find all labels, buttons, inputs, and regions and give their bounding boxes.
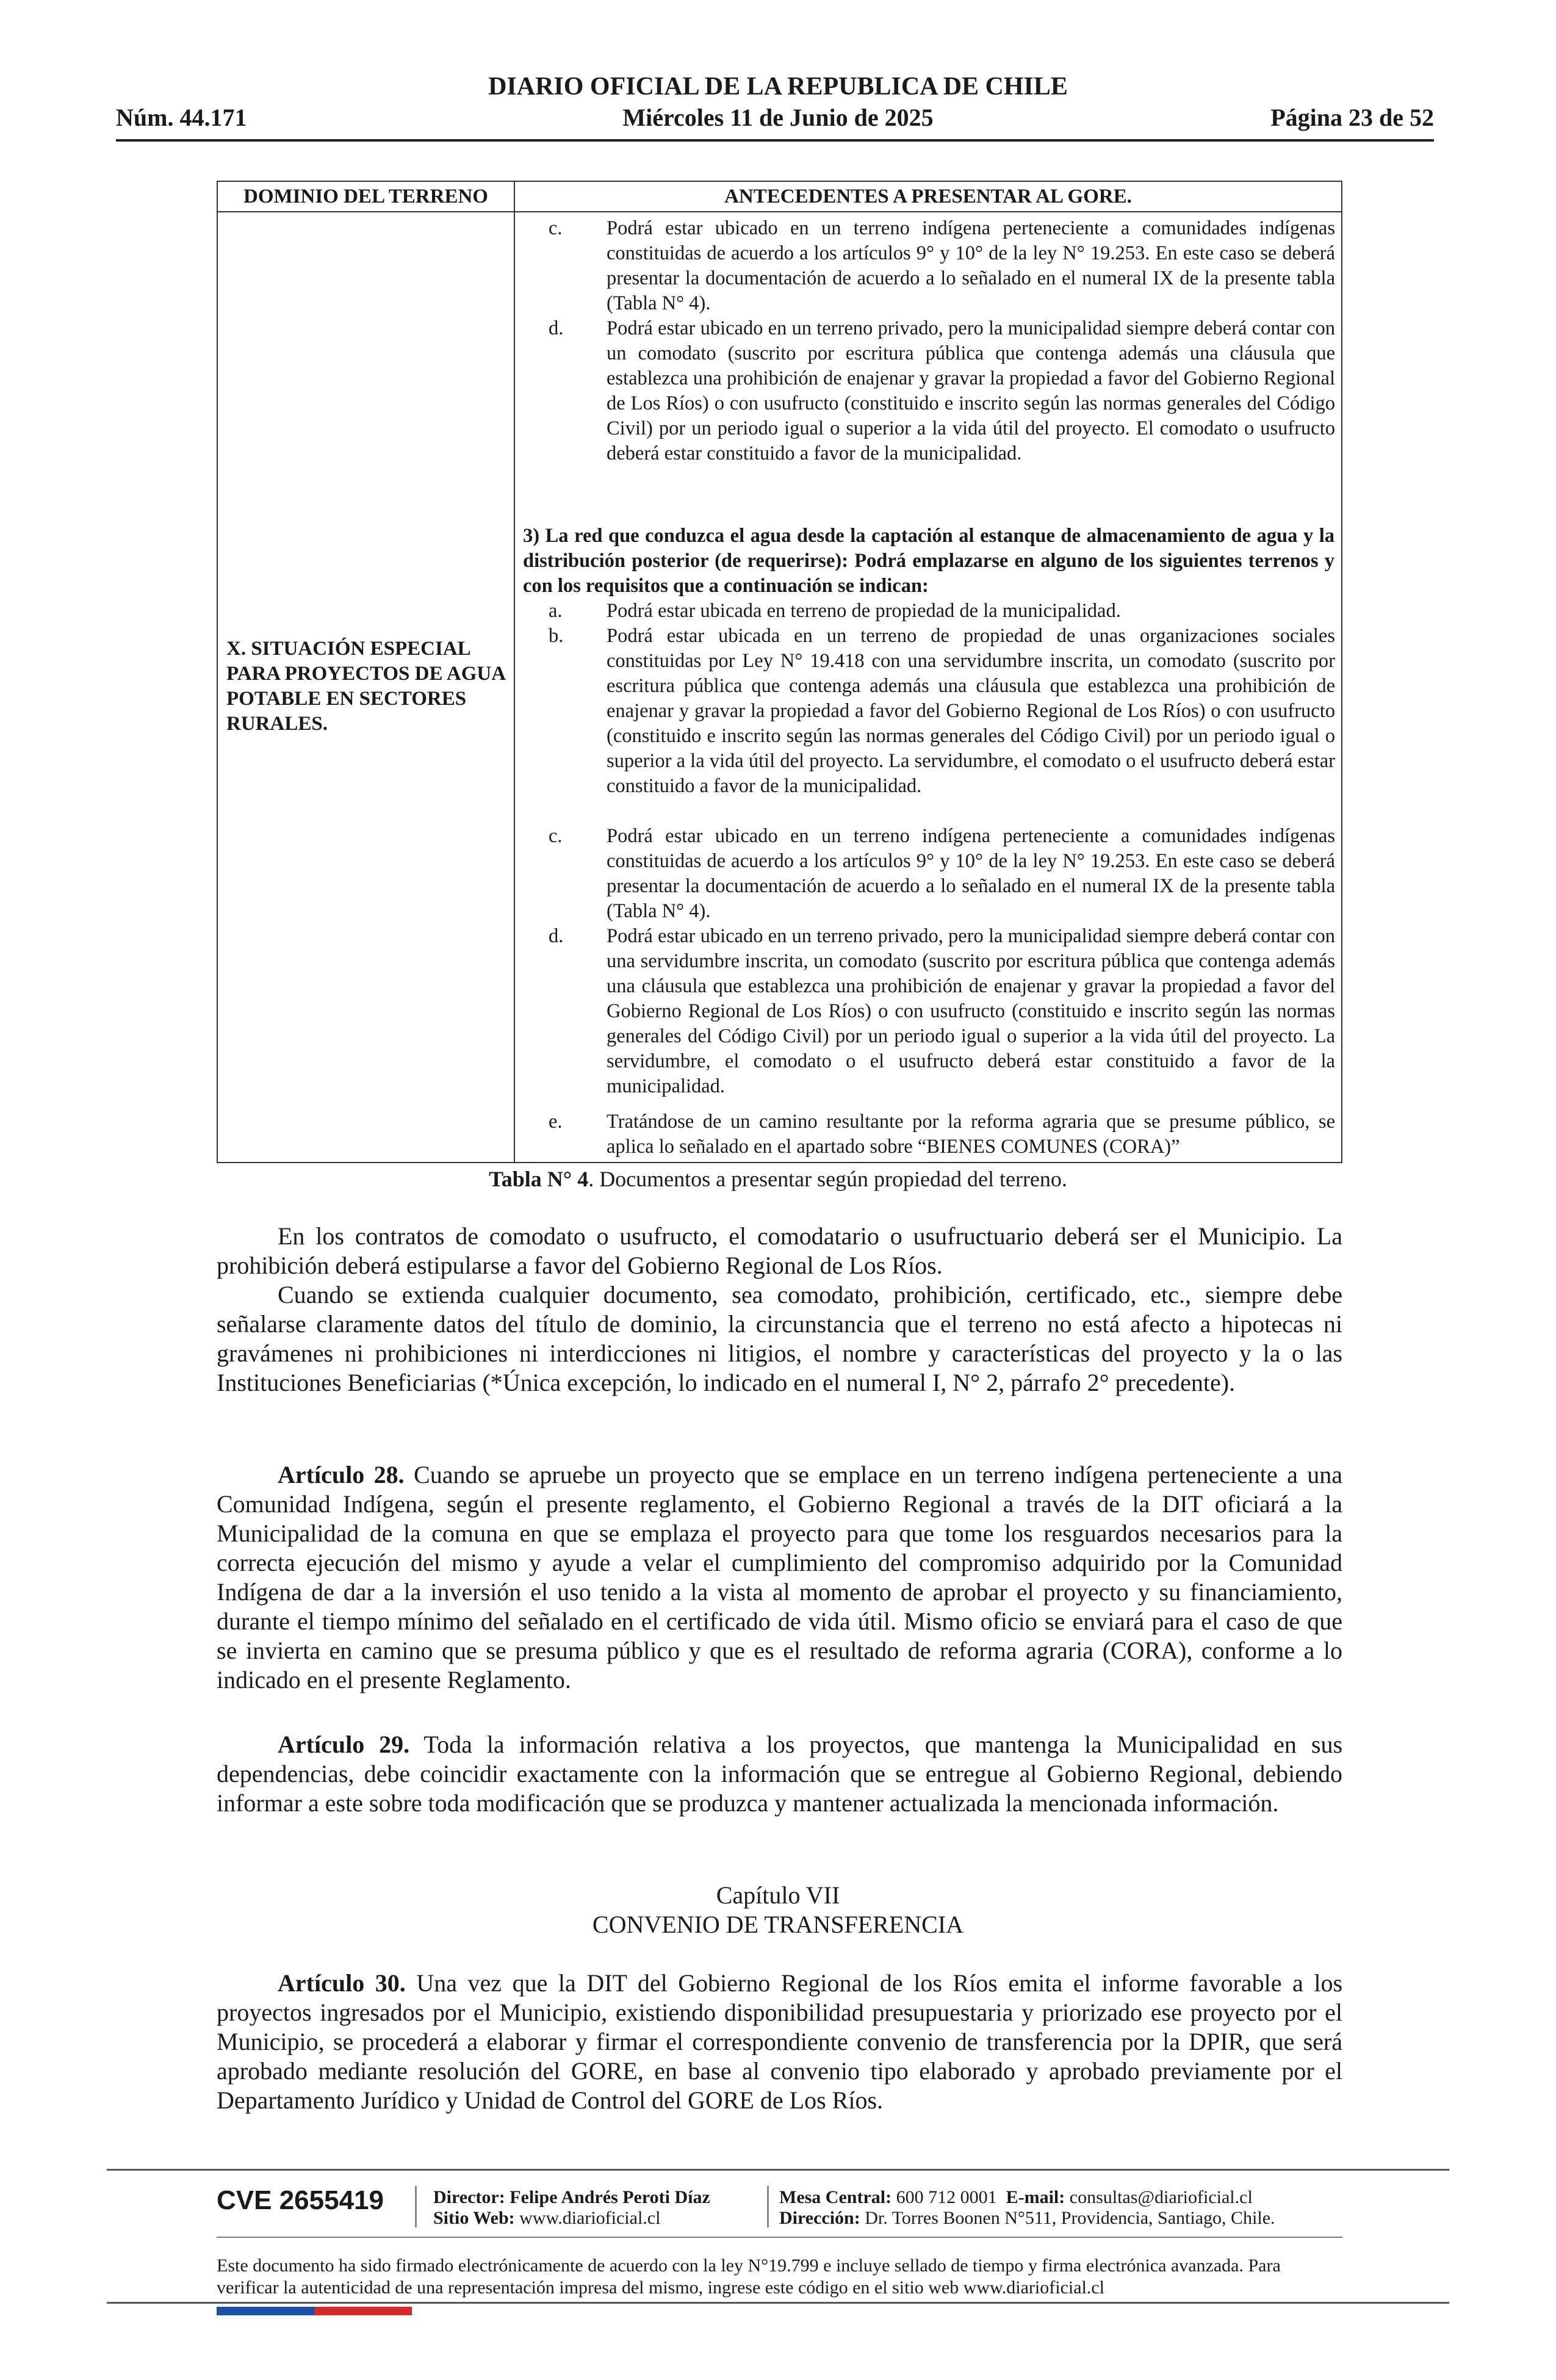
cve-code: CVE 2655419 bbox=[217, 2185, 384, 2215]
phone-label: Mesa Central: bbox=[779, 2187, 892, 2207]
column-divider bbox=[514, 182, 515, 1162]
journal-title: DIARIO OFICIAL DE LA REPUBLICA DE CHILE bbox=[488, 73, 1068, 101]
website-label: Sitio Web: bbox=[433, 2208, 515, 2228]
table-caption bbox=[0, 1166, 1556, 1192]
director-name: Felipe Andrés Peroti Díaz bbox=[510, 2187, 710, 2207]
list-item-letter: a. bbox=[549, 600, 563, 622]
issue-date: Miércoles 11 de Junio de 2025 bbox=[622, 104, 934, 131]
article-text: Una vez que la DIT del Gobierno Regional de los Ríos emita el informe favorable a los proyectos ingresados por el Municipio, existiendo disponibilidad presupuestaria y priorizado ese proyecto por el Municipio, se procederá a elaborar y firmar el correspondiente convenio de transferencia por la DPIR, que será aprobado mediante resolución del GORE, en base al convenio tipo elaborado y aprobado previamente por el Departamento Jurídico y Unidad de Control del GORE de Los Ríos. bbox=[217, 1969, 1343, 2114]
page-indicator: Página 23 de 52 bbox=[1270, 104, 1434, 131]
list-item-text: Podrá estar ubicado en un terreno privado, pero la municipalidad siempre deberá contar con una servidumbre inscrita, un comodato (suscrito por escritura pública que contenga además una cláusula que establezca una prohibición de enajenar y gravar la propiedad a favor del Gobierno Regional de Los Ríos) o con usufructo (constituido e inscrito según las normas generales del Código Civil) por un periodo igual o superior a la vida útil del proyecto. La servidumbre, el comodato o el usufructo deberá estar constituido a favor de la municipalidad. bbox=[607, 925, 1335, 1097]
address-label: Dirección: bbox=[779, 2208, 860, 2228]
list-item-text: Podrá estar ubicado en un terreno indígena perteneciente a comunidades indígenas constituidas de acuerdo a los artículos 9° y 10° de la ley N° 19.253. En este caso se deberá presentar la documentación de acuerdo a lo señalado en el numeral IX de la presente tabla (Tabla N° 4). bbox=[607, 217, 1335, 314]
section3-heading: 3) La red que conduzca el agua desde la captación al estanque de almacenamiento de agua y la distribución posterior (de requerirse): Podrá emplazarse en alguno de los siguientes terrenos y con los requisitos que a continuación se indican: bbox=[523, 525, 1334, 597]
footer-address bbox=[779, 2208, 1275, 2229]
column-header-antecedentes: ANTECEDENTES A PRESENTAR AL GORE. bbox=[724, 186, 1132, 207]
chapter-subtitle: CONVENIO DE TRANSFERENCIA bbox=[592, 1911, 964, 1938]
article-label: Artículo 29. bbox=[278, 1731, 410, 1758]
website-link[interactable]: www.diarioficial.cl bbox=[519, 2208, 661, 2228]
issue-number: Núm. 44.171 bbox=[116, 104, 247, 131]
article-label: Artículo 30. bbox=[278, 1969, 406, 1997]
footer-separator bbox=[415, 2186, 417, 2227]
address-value: Dr. Torres Boonen N°511, Providencia, Santiago, Chile. bbox=[865, 2208, 1275, 2228]
phone-value: 600 712 0001 bbox=[896, 2187, 997, 2207]
article-label: Artículo 28. bbox=[278, 1461, 405, 1488]
footer-divider bbox=[217, 2237, 1342, 2238]
article-text: Toda la información relativa a los proyectos, que mantenga la Municipalidad en sus dependencias, debe coincidir exactamente con la información que se entregue al Gobierno Regional, debiendo informar a este sobre toda modificación que se produzca y mantener actualizada la mencionada información. bbox=[217, 1731, 1343, 1817]
article-29 bbox=[217, 1730, 1342, 1818]
list-item-text: Tratándose de un camino resultante por la reforma agraria que se presume público, se aplica lo señalado en el apartado sobre “BIENES COMUNES (CORA)” bbox=[607, 1111, 1335, 1158]
flag-stripe-red bbox=[314, 2307, 412, 2315]
email-label: E-mail: bbox=[1006, 2187, 1065, 2207]
paragraph: Cuando se extienda cualquier documento, sea comodato, prohibición, certificado, etc., siempre debe señalarse claramente datos del título de dominio, la circunstancia que el terreno no está afecto a hipotecas ni gravámenes ni prohibiciones ni interdicciones ni litigios, el nombre y características del proyecto y la o las Instituciones Beneficiarias (*Única excepción, lo indicado en el numeral I, N° 2, párrafo 2° precedente). bbox=[217, 1281, 1342, 1396]
chapter-title: Capítulo VII bbox=[716, 1881, 840, 1909]
list-item-text: Podrá estar ubicado en un terreno privado, pero la municipalidad siempre deberá contar con un comodato (suscrito por escritura pública que contenga además una cláusula que establezca una prohibición de enajenar y gravar la propiedad a favor del Gobierno Regional de Los Ríos) o con usufructo (constituido e inscrito según las normas generales del Código Civil) por un periodo igual o superior a la vida útil del proyecto. El comodato o usufructo deberá estar constituido a favor de la municipalidad. bbox=[607, 317, 1335, 464]
footer-website bbox=[433, 2208, 660, 2229]
section-label-x: X. SITUACIÓN ESPECIAL PARA PROYECTOS DE AGUA POTABLE EN SECTORES RURALES. bbox=[226, 638, 505, 735]
director-label: Director: bbox=[433, 2187, 505, 2207]
list-item-letter: b. bbox=[549, 625, 564, 647]
footer-director bbox=[433, 2187, 710, 2208]
flag-stripe-blue bbox=[217, 2307, 314, 2315]
list-item-letter: c. bbox=[549, 217, 563, 239]
email-link[interactable]: consultas@diarioficial.cl bbox=[1069, 2187, 1253, 2207]
footer-rule bbox=[107, 2169, 1449, 2171]
list-item-text: Podrá estar ubicada en terreno de propiedad de la municipalidad. bbox=[607, 600, 1121, 622]
list-item-letter: d. bbox=[549, 925, 564, 947]
table-caption-label: Tabla N° 4 bbox=[489, 1167, 589, 1191]
header-rule bbox=[116, 139, 1434, 142]
header-row-divider bbox=[218, 211, 1341, 212]
list-item-letter: d. bbox=[549, 317, 564, 339]
footer-contact bbox=[779, 2187, 1253, 2208]
footer-separator bbox=[767, 2186, 769, 2227]
list-item-text: Podrá estar ubicada en un terreno de propiedad de unas organizaciones sociales constituidas por Ley N° 19.418 con una servidumbre inscrita, un comodato (suscrito por escritura pública que contenga además una cláusula que establezca una prohibición de enajenar y gravar la propiedad a favor del Gobierno Regional de Los Ríos) o con usufructo (constituido e inscrito según las normas generales del Código Civil) por un periodo igual o superior a la vida útil del proyecto. La servidumbre, el comodato o el usufructo deberá estar constituido a favor de la municipalidad. bbox=[607, 625, 1335, 797]
list-item-letter: e. bbox=[549, 1111, 563, 1133]
legal-notice: Este documento ha sido firmado electrónicamente de acuerdo con la ley N°19.799 e incluye sellado de tiempo y firma electrónica avanzada. Para verificar la autenticidad de una representación impresa del mismo, ingrese este código en el sitio web www.diarioficial.cl bbox=[217, 2256, 1281, 2298]
paragraph: En los contratos de comodato o usufructo, el comodatario o usufructuario deberá ser el Municipio. La prohibición deberá estipularse a favor del Gobierno Regional de Los Ríos. bbox=[217, 1222, 1342, 1279]
documents-table bbox=[217, 181, 1342, 1163]
list-item-letter: c. bbox=[549, 825, 563, 847]
article-text: Cuando se apruebe un proyecto que se emplace en un terreno indígena perteneciente a una Comunidad Indígena, según el presente reglamento, el Gobierno Regional a través de la DIT oficiará a la Municipalidad de la comuna en que se emplaza el proyecto para que tome los resguardos necesarios para la correcta ejecución del mismo y ayude a velar el cumplimiento del compromiso adquirido por la Comunidad Indígena de dar a la inversión el uso tenido a la vista al momento de aprobar el proyecto y su financiamiento, durante el tiempo mínimo del señalado en el certificado de vida útil. Mismo oficio se enviará para el caso de que se invierta en camino que se presuma público y que es el resultado de reforma agraria (CORA), conforme a lo indicado en el presente Reglamento. bbox=[217, 1461, 1343, 1693]
article-28 bbox=[217, 1460, 1342, 1695]
table-caption-text: . Documentos a presentar según propiedad del terreno. bbox=[588, 1167, 1067, 1191]
article-30 bbox=[217, 1969, 1342, 2115]
column-header-dominio: DOMINIO DEL TERRENO bbox=[243, 186, 488, 207]
footer-rule-bottom bbox=[107, 2302, 1449, 2304]
list-item-text: Podrá estar ubicado en un terreno indígena perteneciente a comunidades indígenas constituidas de acuerdo a los artículos 9° y 10° de la ley N° 19.253. En este caso se deberá presentar la documentación de acuerdo a lo señalado en el numeral IX de la presente tabla (Tabla N° 4). bbox=[607, 825, 1335, 922]
